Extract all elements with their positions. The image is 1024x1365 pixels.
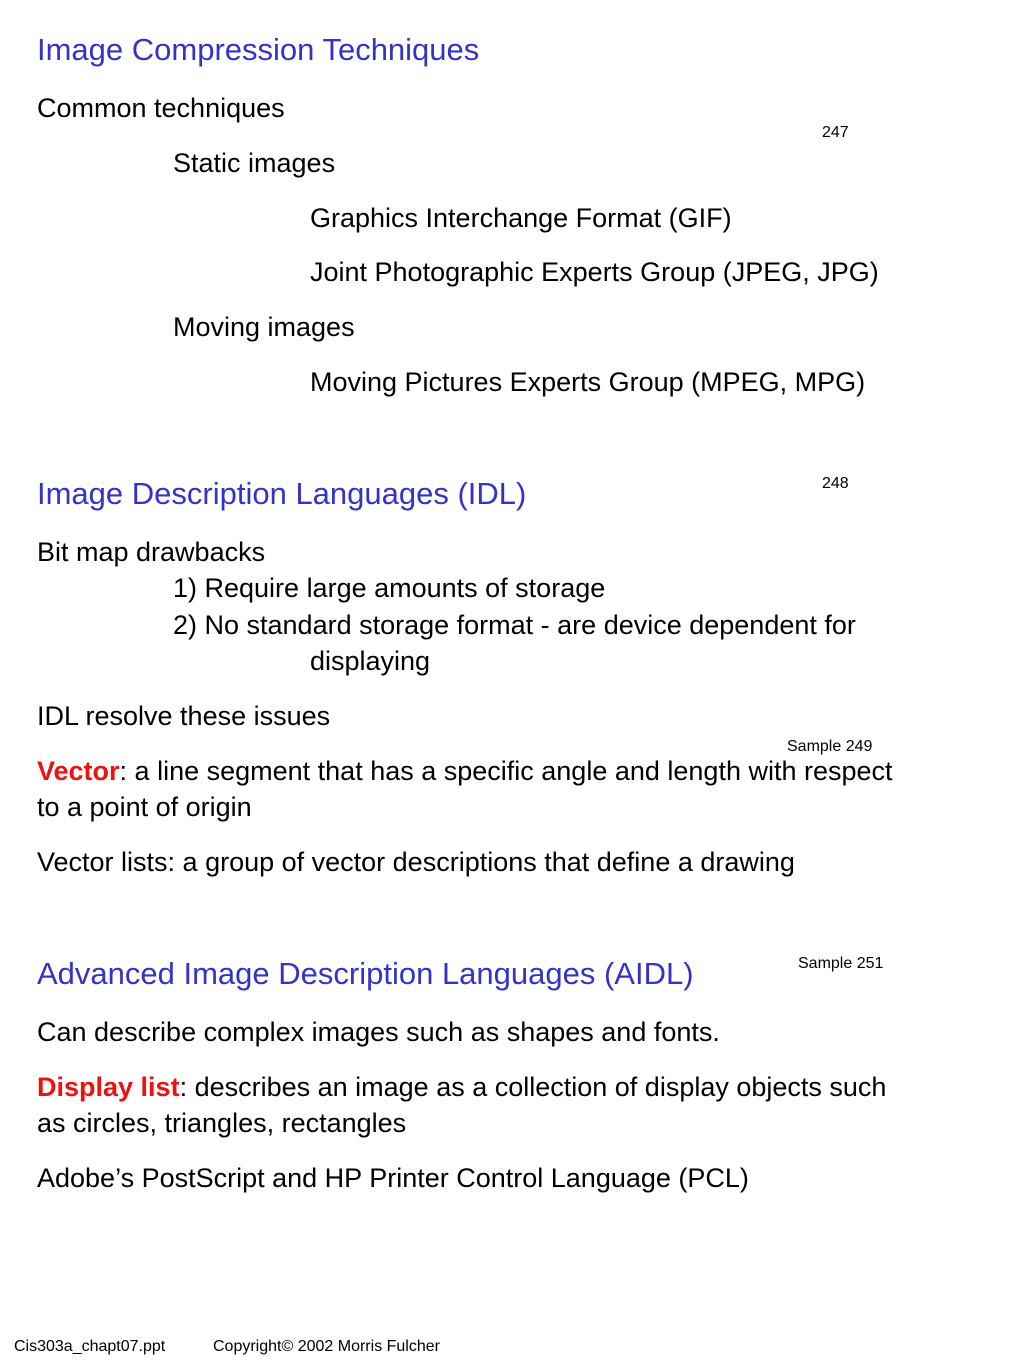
display-list-definition [37, 1069, 886, 1105]
bitmap-drawbacks-label: Bit map drawbacks [37, 537, 266, 567]
section-title-compression: Image Compression Techniques [37, 32, 480, 67]
list-item-gif: Graphics Interchange Format (GIF) [310, 203, 732, 233]
adobe-postscript-text: Adobe’s PostScript and HP Printer Control Language (PCL) [37, 1163, 749, 1193]
drawback-storage: 1) Require large amounts of storage [173, 573, 606, 603]
sample-ref-251: Sample 251 [798, 955, 884, 972]
vector-definition [37, 753, 893, 789]
drawback-format: 2) No standard storage format - are device dependent for [173, 610, 856, 640]
static-images-label: Static images [173, 148, 336, 178]
page-ref-247: 247 [822, 124, 849, 141]
footer-copyright: Copyright© 2002 Morris Fulcher [213, 1338, 440, 1355]
display-list-term: Display list [37, 1072, 180, 1102]
vector-definition-text: : a line segment that has a specific angle and length with respect [119, 756, 893, 786]
idl-resolve-text: IDL resolve these issues [37, 701, 331, 731]
complex-images-text: Can describe complex images such as shapes and fonts. [37, 1017, 720, 1047]
vector-definition-cont: to a point of origin [37, 792, 252, 822]
footer-filename: Cis303a_chapt07.ppt [14, 1338, 166, 1355]
drawback-format-cont: displaying [310, 646, 431, 676]
moving-images-label: Moving images [173, 312, 355, 342]
vector-lists-text: Vector lists: a group of vector descriptions that define a drawing [37, 847, 795, 877]
section-title-aidl: Advanced Image Description Languages (AIDL) [37, 956, 694, 991]
list-item-jpeg: Joint Photographic Experts Group (JPEG, JPG) [310, 257, 879, 287]
common-techniques-label: Common techniques [37, 93, 285, 123]
section-title-idl: Image Description Languages (IDL) [37, 476, 527, 511]
display-list-text: : describes an image as a collection of display objects such [179, 1072, 887, 1102]
vector-term: Vector [37, 756, 120, 786]
list-item-mpeg: Moving Pictures Experts Group (MPEG, MPG) [310, 367, 866, 397]
display-list-definition-cont: as circles, triangles, rectangles [37, 1108, 407, 1138]
page-ref-248: 248 [822, 475, 849, 492]
sample-ref-249: Sample 249 [787, 738, 873, 755]
